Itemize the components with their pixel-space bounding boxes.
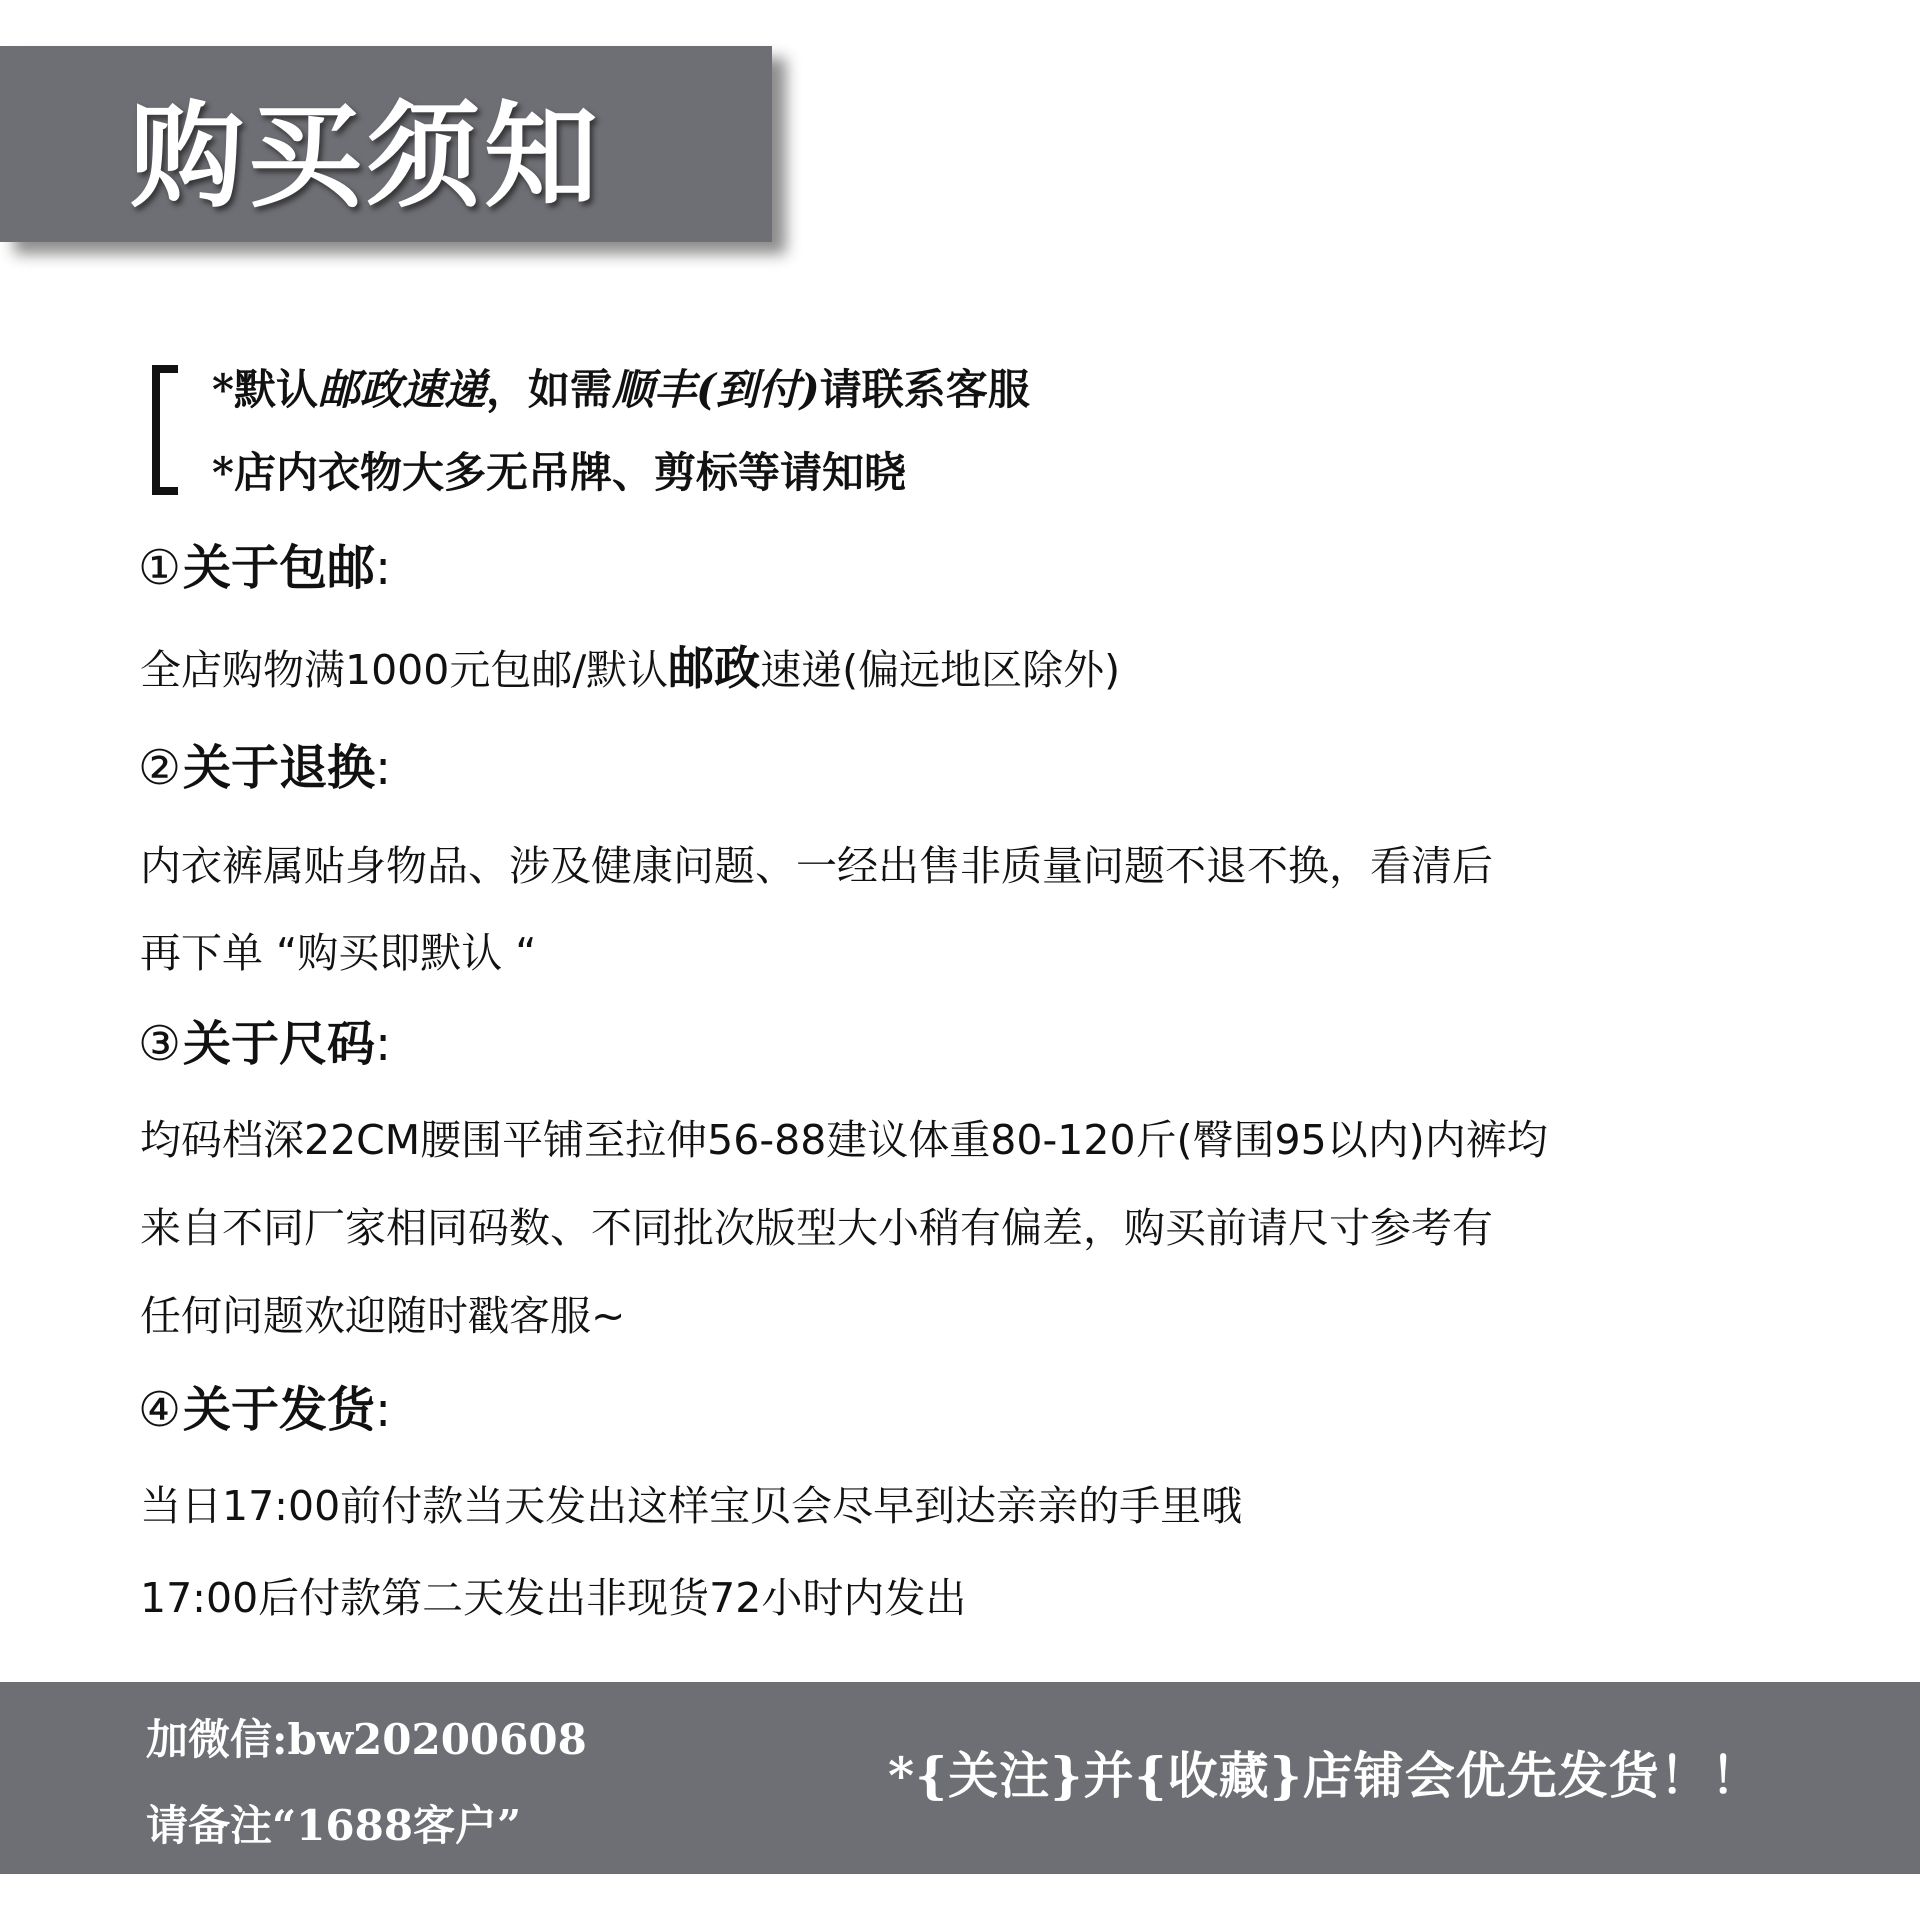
line-bold-ems: 邮政: [668, 641, 761, 695]
header-banner: [0, 46, 772, 242]
section-heading-free-shipping: [138, 536, 391, 600]
notice-bracket: [152, 365, 178, 495]
section-line: 任何问题欢迎随时戳客服~: [140, 1292, 626, 1340]
notice-line-shipping: [212, 362, 1030, 418]
section-line: 再下单 “购买即默认 “: [140, 929, 537, 977]
footer-banner: [0, 1682, 1920, 1874]
section-line: [140, 640, 1120, 698]
notice-emphasis-sf: 顺丰(到付): [612, 365, 820, 414]
section-title: 关于尺码: [183, 1016, 376, 1072]
section-colon: :: [375, 1382, 392, 1438]
line-suffix: 速递(偏远地区除外): [760, 646, 1121, 694]
section-number: ②: [138, 740, 182, 796]
section-line: 均码档深22CM腰围平铺至拉伸56-88建议体重80-120斤(臀围95以内)内裤均: [140, 1116, 1548, 1164]
section-line: 来自不同厂家相同码数、不同批次版型大小稍有偏差，购买前请尺寸参考有: [140, 1204, 1493, 1252]
section-number: ③: [138, 1016, 182, 1072]
section-colon: :: [375, 740, 392, 796]
section-heading-delivery: [138, 1378, 391, 1442]
section-number: ①: [138, 540, 182, 596]
section-colon: :: [375, 540, 392, 596]
section-title: 关于包邮: [183, 540, 376, 596]
footer-remark: 请备注“1688客户”: [146, 1801, 522, 1850]
notice-mid: ，如需: [485, 365, 612, 414]
section-number: ④: [138, 1382, 182, 1438]
section-line: 内衣裤属贴身物品、涉及健康问题、一经出售非质量问题不退不换，看清后: [140, 842, 1493, 890]
section-title: 关于退换: [183, 740, 376, 796]
section-line: 当日17:00前付款当天发出这样宝贝会尽早到达亲亲的手里哦: [140, 1482, 1243, 1530]
notice-prefix: *默认: [212, 365, 318, 414]
notice-emphasis-ems: 邮政速递: [317, 365, 486, 414]
footer-wechat: 加微信:bw20200608: [146, 1715, 587, 1764]
line-prefix: 全店购物满1000元包邮/默认: [140, 646, 669, 694]
section-heading-returns: [138, 736, 391, 800]
section-heading-sizing: [138, 1012, 391, 1076]
footer-promo: *{关注}并{收藏}店铺会优先发货！！: [888, 1746, 1762, 1805]
section-title: 关于发货: [183, 1382, 376, 1438]
notice-line-tags: *店内衣物大多无吊牌、剪标等请知晓: [212, 448, 906, 497]
section-line: 17:00后付款第二天发出非现货72小时内发出: [140, 1574, 967, 1622]
notice-suffix: 请联系客服: [819, 365, 1030, 414]
section-colon: :: [375, 1016, 392, 1072]
page-title: 购买须知: [130, 89, 603, 223]
